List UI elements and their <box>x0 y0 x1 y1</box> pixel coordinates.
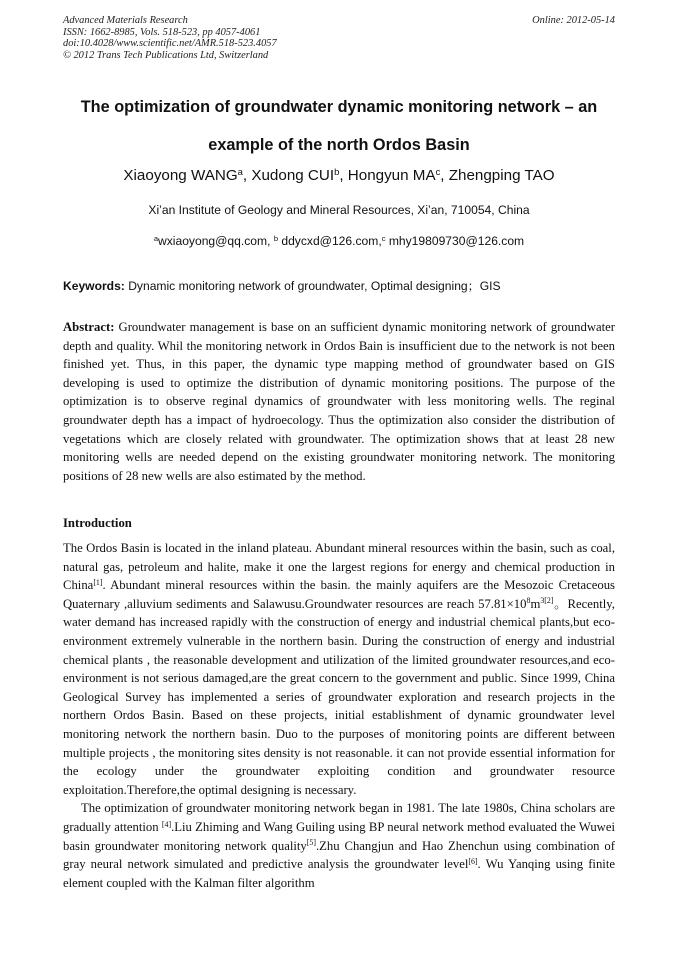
citation-sup: 3[2] <box>540 596 554 606</box>
citation-sup: [5] <box>306 838 316 848</box>
email-address: ddycxd@126.com, <box>278 234 382 248</box>
email-address: mhy19809730@126.com <box>385 234 525 248</box>
text-run: .Zhu Changjun and Hao Zhenchun using combination of gray neural network simulated and predictive analysis the groundwater level <box>63 838 615 872</box>
text-run: m <box>530 596 541 611</box>
citation-sup: [6] <box>468 856 478 866</box>
affiliation: Xi’an Institute of Geology and Mineral Resources, Xi’an, 710054, China <box>148 203 530 217</box>
author-name: Zhengping TAO <box>448 167 555 184</box>
email-address: wxiaoyong@qq.com, <box>158 234 274 248</box>
journal-header <box>63 15 615 61</box>
author-list <box>40 165 638 187</box>
text-run: .Liu Zhiming and Wang Guiling using BP neural network method evaluated the Wuwei basin groundwater monitoring network quality <box>63 819 615 853</box>
author-sup: c <box>435 165 441 177</box>
citation-sup: [4] <box>161 819 172 829</box>
keywords-line <box>63 278 615 294</box>
author-name: Xudong CUI <box>251 167 335 184</box>
text-run: . Wu Yanqing using finite element coupled with the Kalman filter algorithm <box>63 857 615 890</box>
citation-sup: [1] <box>93 577 103 587</box>
keywords-label: Keywords: <box>63 279 125 293</box>
author-sup: a <box>237 165 243 177</box>
email-sup: b <box>273 233 278 243</box>
abstract-label: Abstract: <box>63 320 115 334</box>
intro-paragraph-2 <box>63 799 615 892</box>
paper-title <box>40 88 638 164</box>
introduction-body <box>63 539 615 892</box>
author-sep: , <box>242 167 252 184</box>
issn-line: ISSN: 1662-8985, Vols. 518-523, pp 4057-4061 <box>63 26 261 38</box>
author-name: Hongyun MA <box>347 167 436 184</box>
text-run: The optimization of groundwater monitoring network began in 1981. The late 1980s, China scholars are gradually attention <box>63 801 615 834</box>
title-line-1: The optimization of groundwater dynamic monitoring network – an <box>80 98 598 116</box>
author-emails <box>40 233 638 249</box>
citation-sup: 8 <box>526 596 531 606</box>
text-run: 。Recently, water demand has increased rapidly with the construction of energy and industrial chemical plants,but eco-environment extremely vulnerable in the northern basin. During the construction of energy and industrial chemical plants , the reasonable development and utilization of the limited groundwater resources,and eco-environment is not serious damaged,are the great concern to the government and public. Since 1999, China Geological Survey has implemented a series of groundwater exploration and research projects in the northern Ordos Basin. Based on these projects, initial establishment of dynamic groundwater level monitoring network the northern basin. Duo to the purposes of monitoring points are different between multiple projects , the monitoring sites density is not reasonable. it can not provide essential information for the ecology under the groundwater exploiting condition and groundwater resource exploitation.Therefore,the optimal designing is necessary. <box>63 596 615 797</box>
section-heading-introduction: Introduction <box>63 516 132 530</box>
abstract-text: Groundwater management is base on an sufficient dynamic monitoring network of groundwater depth and quality. Whil the monitoring network in Ordos Bain is insufficient due to the network is not been finished yet. Thus, in this paper, the dynamic type mapping method of groundwater based on GIS developing is used to optimize the distribution of dynamic monitoring positions. The purpose of the optimization is to observe reginal dynamics of groundwater with less monitoring wells. The reginal groundwater depth has a impact of hydroecology. Thus the optimization also consider the distribution of vegetations which are closely related with groundwater. The optimization shows that at least 28 new monitoring wells are needed depend on the existing groundwater monitoring network. The monitoring positions of 28 new wells are also estimated by the method. <box>63 320 615 483</box>
text-run: The Ordos Basin is located in the inland plateau. Abundant mineral resources within the basin, such as coal, natural gas, petroleum and halite, make it one the largest regions for energy and chemical production in China <box>63 541 615 593</box>
text-run: . Abundant mineral resources within the basin. the mainly aquifers are the Mesozoic Cretaceous Quaternary ,alluvium sediments and Salawusu.Groundwater resources are reach 57.81×10 <box>63 578 615 611</box>
author-name: Xiaoyong WANG <box>123 167 238 184</box>
author-sep: , <box>339 167 348 184</box>
keywords-text: Dynamic monitoring network of groundwater, Optimal designing；GIS <box>124 279 501 293</box>
abstract-paragraph <box>63 318 615 485</box>
email-sup: a <box>153 233 159 243</box>
author-sep: , <box>440 167 449 184</box>
copyright-line: © 2012 Trans Tech Publications Ltd, Switzerland <box>63 49 269 61</box>
online-date: Online: 2012-05-14 <box>532 15 615 26</box>
email-sup: c <box>381 233 386 243</box>
doi-line: doi:10.4028/www.scientific.net/AMR.518-523.4057 <box>63 38 277 50</box>
author-sup: b <box>334 165 340 177</box>
intro-paragraph-1 <box>63 539 615 799</box>
title-line-2: example of the north Ordos Basin <box>208 136 470 154</box>
journal-name: Advanced Materials Research <box>63 15 188 26</box>
